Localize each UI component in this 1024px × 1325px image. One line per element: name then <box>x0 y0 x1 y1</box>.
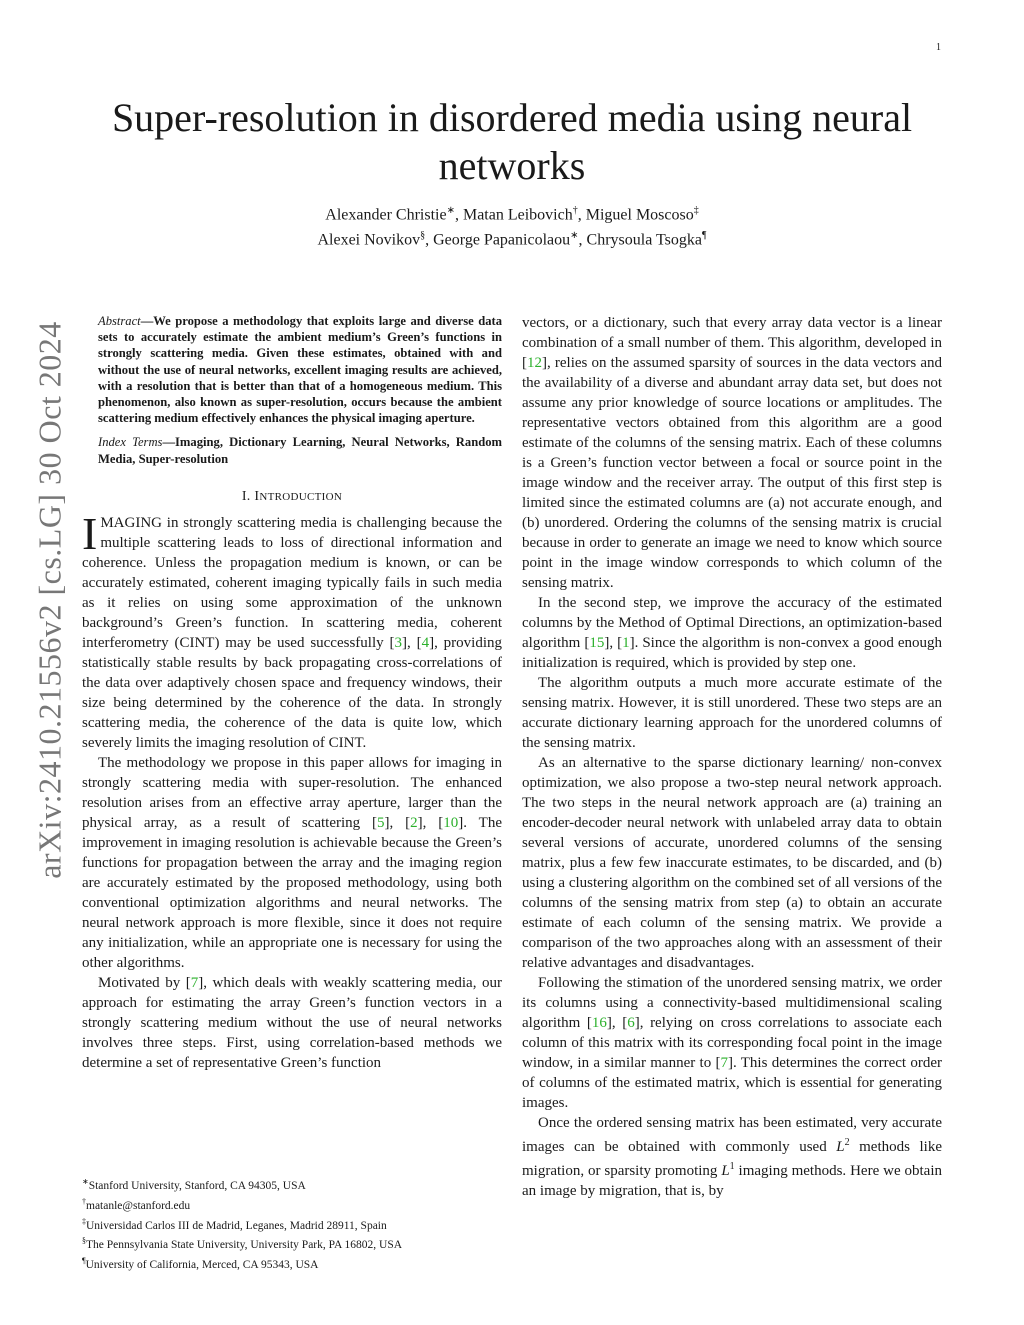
citation-link[interactable]: 5 <box>377 814 385 831</box>
paragraph <box>82 973 502 1073</box>
affiliation-mark: ‡ <box>693 205 699 216</box>
left-column <box>82 313 502 1073</box>
footnote-mark: † <box>82 1196 86 1206</box>
footnote <box>82 1214 502 1234</box>
text-run: imaging methods. Here we obtain an image by migration, that is, by <box>522 1163 942 1199</box>
arxiv-identifier: arXiv:2410.21556v2 [cs.LG] 30 Oct 2024 <box>31 321 68 879</box>
footnote <box>82 1253 502 1273</box>
citation-link[interactable]: 7 <box>720 1055 728 1071</box>
text-run: ], relying on cross correlations to associate each column of this matrix with its corresponding focal point in the image window, in a similar manner to [ <box>522 1015 942 1071</box>
section-title-rest: NTRODUCTION <box>259 490 343 503</box>
text-run: vectors, or a dictionary, such that every array data vector is a linear combination of a small number of them. This algorithm, developed in [ <box>522 315 942 371</box>
text-run: In the second step, we improve the accuracy of the estimated columns by the Method of Optimal Directions, an optimization-based algorithm [ <box>522 595 942 651</box>
footnote-text: University of California, Merced, CA 95343, USA <box>85 1259 319 1272</box>
section-number: I. <box>241 488 251 504</box>
text-run: ]. Since the algorithm is non-convex a good enough initialization is required, which is provided by step one. <box>522 635 942 671</box>
affiliation-mark: † <box>572 205 578 216</box>
text-run: ], [ <box>384 814 411 831</box>
index-terms-label: Index Terms <box>98 435 163 450</box>
text-run: ], relies on the assumed sparsity of sources in the data vectors and the availability of a diverse and abundant array data set, but does not assume any prior knowledge of source locations or amplitudes. The representative vectors obtained from this algorithm are a good estimate of the columns of the sensing matrix. Each of these columns is a Green’s function vector between a focal or source point in the image window and the receiver array. The output of this first step is limited since the estimated columns are (a) not accurate enough, and (b) unordered. Ordering the columns of the sensing matrix is crucial because in order to generate an image we need to know which source point in the image window corresponds to which column of the sensing matrix. <box>522 355 942 591</box>
text-run: ], [ <box>604 635 623 651</box>
page-number: 1 <box>936 42 941 53</box>
citation-link[interactable]: 15 <box>589 635 605 651</box>
footnote-mark: ∗ <box>82 1177 89 1186</box>
citation-link[interactable]: 7 <box>190 974 199 991</box>
footnote-text: Stanford University, Stanford, CA 94305, USA <box>88 1179 306 1192</box>
paragraph <box>522 313 942 593</box>
author-line-2: Alexei Novikov§, George Papanicolaou∗, Chrysoula Tsogka¶ <box>317 230 707 249</box>
math-symbol: L <box>721 1163 730 1179</box>
text-run: ], [ <box>401 634 422 651</box>
citation-link[interactable]: 1 <box>622 635 630 651</box>
index-terms-text: —Imaging, Dictionary Learning, Neural Networks, Random Media, Super-resolution <box>98 435 502 466</box>
text-run: MAGING in strongly scattering media is challenging because the multiple scattering leads to loss of directional information and coherence. Unless the propagation medium is known, or can be accurately estimated, coherent imaging typically fails in such media as it relies on using some approximation of the unknown background’s Green’s function. In scattering media, coherent interferometry (CINT) may be used successfully [ <box>82 514 502 651</box>
paragraph <box>82 507 502 753</box>
section-title-initial: I <box>254 488 260 504</box>
affiliation-mark: ¶ <box>701 230 707 242</box>
author-line-1: Alexander Christie∗, Matan Leibovich†, Miguel Moscoso‡ <box>325 205 699 224</box>
affiliation-mark: ∗ <box>446 205 455 216</box>
abstract-text: —We propose a methodology that exploits large and diverse data sets to accurately estimate the ambient medium’s Green’s functions in strongly scattering media. Given these estimates, obtained with and without the use of neural networks, excellent imaging results are achieved, with a resolution that is better than that of a homogeneous medium. This phenomenon, also known as super-resolution, occurs because the ambient scattering medium effectively enhances the physical imaging aperture. <box>98 314 502 426</box>
abstract <box>82 313 502 426</box>
text-run: The methodology we propose in this paper allows for imaging in strongly scattering media with super-resolution. The enhanced resolution arises from an effective array aperture, larger than the physical array, as a result of scattering [ <box>82 754 502 831</box>
math-exponent: 2 <box>844 1137 850 1148</box>
footnote-text: matanle@stanford.edu <box>86 1199 191 1212</box>
paragraph <box>522 1113 942 1201</box>
text-run: ]. The improvement in imaging resolution is achievable because the Green’s functions for propagation between the array and the imaging region are accurately estimated by the proposed methodology, using both conventional optimization algorithms and neural networks. The neural network approach is more flexible, since it does not require any initialization, while an appropriate one is necessary for using the other algorithms. <box>82 814 502 971</box>
text-run: Following the stimation of the unordered sensing matrix, we order its columns using a connectivity-based multidimensional scaling algorithm [ <box>522 975 942 1031</box>
footnote-mark: ¶ <box>82 1256 86 1266</box>
footnote <box>82 1233 502 1253</box>
citation-link[interactable]: 2 <box>410 814 418 831</box>
paragraph <box>522 973 942 1113</box>
citation-link[interactable]: 4 <box>421 634 430 651</box>
text-run: Motivated by [ <box>98 974 191 991</box>
footnotes <box>82 1174 502 1273</box>
math-symbol: L <box>836 1139 845 1155</box>
author-name: Alexei Novikov <box>317 231 421 249</box>
citation-link[interactable]: 10 <box>443 814 459 831</box>
paragraph <box>82 753 502 973</box>
affiliation-mark: ∗ <box>570 230 579 242</box>
affiliation-mark: § <box>420 230 426 242</box>
footnote-mark: ‡ <box>82 1216 86 1226</box>
author-name: Alexander Christie <box>325 206 447 224</box>
author-name: Matan Leibovich <box>462 206 573 224</box>
text-run: methods like migration, or sparsity promoting <box>522 1139 943 1179</box>
footnote-mark: § <box>82 1236 86 1246</box>
citation-link[interactable]: 6 <box>627 1015 635 1031</box>
author-name: George Papanicolaou <box>433 231 571 249</box>
footnote <box>82 1174 502 1194</box>
citation-link[interactable]: 16 <box>591 1015 607 1031</box>
abstract-label: Abstract <box>98 314 141 328</box>
paragraph: The algorithm outputs a much more accurate estimate of the sensing matrix. However, it is still unordered. These two steps are an accurate dictionary learning approach for the unordered columns of the sensing matrix. <box>522 675 942 751</box>
right-column <box>522 313 942 1201</box>
paragraph: As an alternative to the sparse dictionary learning/ non-convex optimization, we also propose a two-step neural network approach. The two steps in the neural network approach are (a) training an encoder-decoder neural network with unlabeled array data to obtain several versions of accurate, unordered columns of the sensing matrix, plus a few few inaccurate estimates, to be discarded, and (b) using a clustering algorithm on the combined set of all versions of the columns of the sensing matrix from step (a) to obtain an accurate estimate of each column of the sensing matrix. We provide a comparison of the two approaches along with an assessment of their relative advantages and disadvantages. <box>522 755 942 971</box>
section-heading <box>82 487 502 507</box>
footnote-text: Universidad Carlos III de Madrid, Leganes, Madrid 28911, Spain <box>86 1219 387 1232</box>
footnote-text: The Pennsylvania State University, University Park, PA 16802, USA <box>86 1239 403 1252</box>
text-run: ], providing statistically stable results by back propagating cross-correlations of the data over adaptively chosen space and frequency windows, their size being determined by the coherence of the data. In strongly scattering media, the coherence of the data is quite low, which severely limits the imaging resolution of CINT. <box>82 634 502 751</box>
author-block <box>200 200 824 251</box>
math-exponent: 1 <box>729 1161 735 1172</box>
author-name: Chrysoula Tsogka <box>586 231 702 249</box>
text-run: ], [ <box>417 814 444 831</box>
footnote <box>82 1194 502 1214</box>
author-name: Miguel Moscoso <box>585 206 694 224</box>
text-run: ], which deals with weakly scattering media, our approach for estimating the array Green’s function vectors in a strongly scattering medium without the use of neural networks involves three steps. First, using correlation-based methods we determine a set of representative Green’s function <box>82 974 502 1071</box>
drop-cap: I <box>82 507 98 559</box>
citation-link[interactable]: 3 <box>394 634 402 651</box>
paragraph <box>522 593 942 673</box>
citation-link[interactable]: 12 <box>527 355 542 371</box>
index-terms <box>82 434 502 466</box>
text-run: ], [ <box>606 1015 628 1031</box>
paper-title: Super-resolution in disordered media using neural networks <box>111 95 913 188</box>
text-run: Once the ordered sensing matrix has been estimated, very accurate images can be obtained with commonly used <box>522 1115 942 1155</box>
text-run: ]. This determines the correct order of columns of the estimated matrix, which is essential for generating images. <box>522 1055 942 1111</box>
